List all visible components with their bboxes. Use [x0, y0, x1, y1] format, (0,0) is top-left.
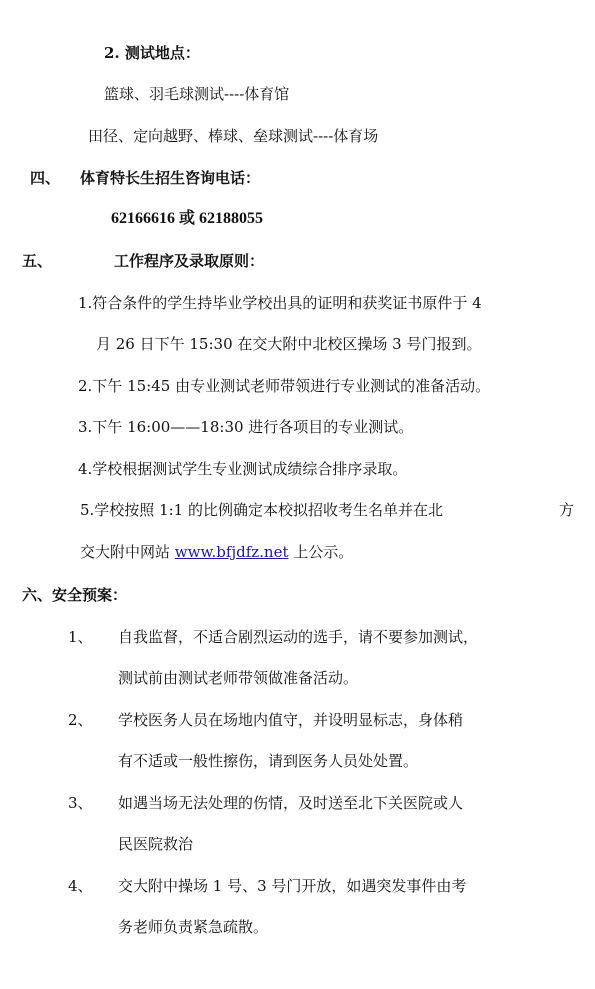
procedure-item-1-line-1: 1.符合条件的学生持毕业学校出具的证明和获奖证书原件于 4	[78, 294, 482, 312]
safety-item-2-number: 2、	[68, 711, 93, 729]
section-2-title: 2. 测试地点：	[104, 44, 200, 62]
section-5-heading: 工作程序及录取原则：	[114, 252, 265, 270]
procedure-item-5-line-1: 5.学校按照 1:1 的比例确定本校拟招收考生名单并在北	[80, 501, 443, 519]
safety-item-4-line-2: 务老师负责紧急疏散。	[118, 918, 269, 936]
procedure-item-2: 2.下午 15:45 由专业测试老师带领进行专业测试的准备活动。	[78, 377, 491, 395]
procedure-item-5-suffix: 上公示。	[288, 543, 354, 561]
safety-item-1-number: 1、	[68, 628, 93, 646]
safety-item-2-line-2: 有不适或一般性擦伤，请到医务人员处处置。	[118, 752, 419, 770]
consult-phone-numbers: 62166616 或 62188055	[111, 210, 264, 227]
test-location-track-field: 田径、定向越野、棒球、垒球测试----体育场	[88, 127, 379, 145]
safety-item-3-line-1: 如遇当场无法处理的伤情，及时送至北下关医院或人	[118, 794, 464, 812]
safety-item-3-number: 3、	[68, 794, 93, 812]
section-4-heading: 体育特长生招生咨询电话：	[80, 169, 261, 187]
safety-item-1-line-2: 测试前由测试老师带领做准备活动。	[118, 669, 359, 687]
section-4-number: 四、	[30, 169, 61, 187]
safety-item-1-line-1: 自我监督，不适合剧烈运动的选手，请不要参加测试，	[118, 628, 479, 646]
procedure-item-5-prefix: 交大附中网站	[80, 543, 175, 561]
section-5-number: 五、	[22, 252, 53, 270]
safety-item-3-line-2: 民医院救治	[118, 835, 194, 853]
procedure-item-5-line-2	[80, 542, 353, 562]
school-website-link[interactable]: www.bfjdfz.net	[174, 543, 289, 561]
safety-item-4-number: 4、	[68, 877, 93, 895]
test-location-basketball-badminton: 篮球、羽毛球测试----体育馆	[104, 85, 290, 103]
procedure-item-3: 3.下午 16:00——18:30 进行各项目的专业测试。	[78, 418, 414, 436]
safety-item-2-line-1: 学校医务人员在场地内值守，并设明显标志，身体稍	[118, 711, 464, 729]
procedure-item-1-line-2: 月 26 日下午 15:30 在交大附中北校区操场 3 号门报到。	[96, 335, 482, 353]
section-6-heading: 六、安全预案：	[22, 586, 128, 604]
safety-item-4-line-1: 交大附中操场 1 号、3 号门开放，如遇突发事件由考	[118, 877, 467, 895]
procedure-item-4: 4.学校根据测试学生专业测试成绩综合排序录取。	[78, 460, 408, 478]
procedure-item-5-line-1-tail: 方	[559, 501, 575, 519]
